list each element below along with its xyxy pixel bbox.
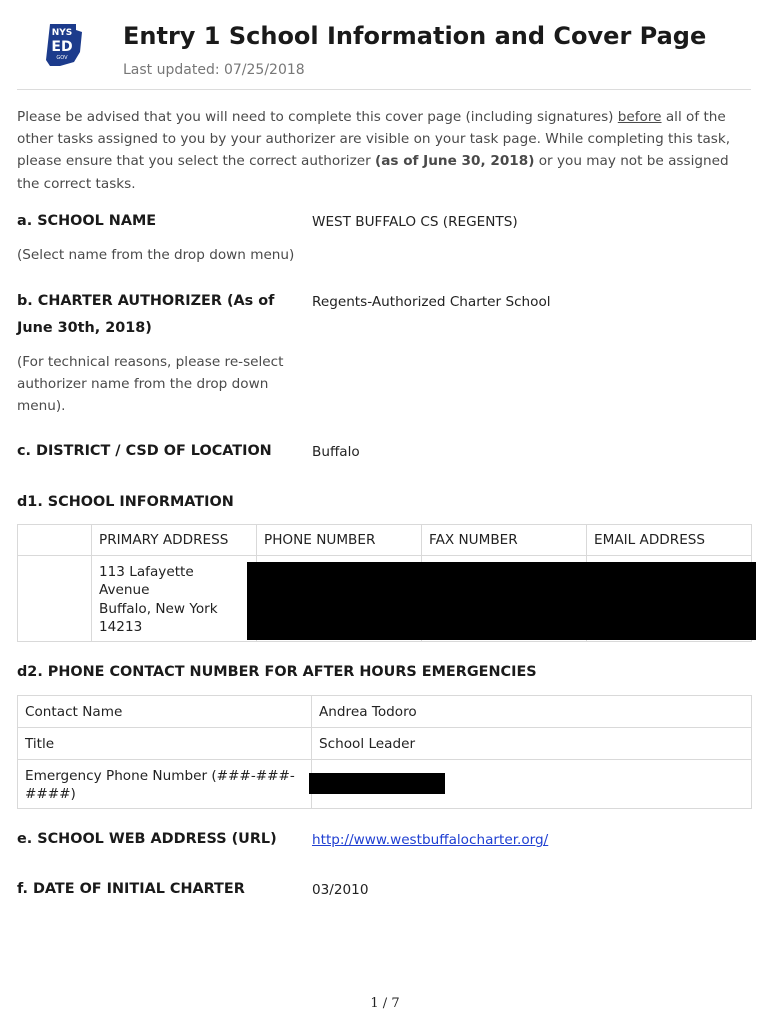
table-row bbox=[18, 696, 752, 728]
district-value: Buffalo bbox=[312, 444, 360, 460]
charter-authorizer-note: (For technical reasons, please re-select authorizer name from the drop down menu). bbox=[17, 354, 284, 414]
emergency-phone-key: Emergency Phone Number (###-###-####) bbox=[18, 760, 312, 809]
district-label: c. DISTRICT / CSD OF LOCATION bbox=[17, 443, 272, 459]
page-title: Entry 1 School Information and Cover Page bbox=[123, 22, 707, 50]
charter-authorizer-value: Regents-Authorized Charter School bbox=[312, 294, 551, 310]
emergency-contact-label: d2. PHONE CONTACT NUMBER FOR AFTER HOURS EMERGENCIES bbox=[17, 664, 537, 680]
initial-charter-value: 03/2010 bbox=[312, 882, 369, 898]
table-row bbox=[18, 728, 752, 760]
phone-number-header: PHONE NUMBER bbox=[257, 525, 422, 556]
table-cell-blank bbox=[18, 556, 92, 642]
table-header-blank bbox=[18, 525, 92, 556]
title-key: Title bbox=[18, 728, 312, 760]
date-emphasis: (as of June 30, 2018) bbox=[374, 153, 535, 170]
contact-name-value: Andrea Todoro bbox=[312, 696, 752, 728]
fax-number-header: FAX NUMBER bbox=[422, 525, 587, 556]
before-emphasis: before bbox=[617, 109, 662, 125]
svg-text:GOV: GOV bbox=[56, 55, 68, 61]
charter-authorizer-label: b. CHARTER AUTHORIZER (As of June 30th, 2018) bbox=[17, 293, 275, 336]
svg-text:ED: ED bbox=[51, 39, 73, 55]
contact-name-key: Contact Name bbox=[18, 696, 312, 728]
intro-paragraph: Please be advised that you will need to complete this cover page (including signatures) before all of the other tasks assigned to you by your authorizer are visible on your task page. While completing this task, please ensure that you select the correct authorizer (as of June 30, 2018) or you may not be assigned the correct tasks. bbox=[17, 109, 731, 192]
title-value: School Leader bbox=[312, 728, 752, 760]
emergency-phone-redaction bbox=[309, 773, 445, 794]
school-name-label: a. SCHOOL NAME bbox=[17, 213, 157, 229]
email-address-header: EMAIL ADDRESS bbox=[587, 525, 752, 556]
web-address-link[interactable]: http://www.westbuffalocharter.org/ bbox=[312, 832, 549, 848]
contact-redaction bbox=[247, 562, 756, 640]
school-info-label: d1. SCHOOL INFORMATION bbox=[17, 494, 234, 510]
primary-address-header: PRIMARY ADDRESS bbox=[92, 525, 257, 556]
web-address-label: e. SCHOOL WEB ADDRESS (URL) bbox=[17, 831, 277, 847]
last-updated: Last updated: 07/25/2018 bbox=[123, 62, 305, 78]
school-name-note: (Select name from the drop down menu) bbox=[17, 247, 295, 263]
school-name-value: WEST BUFFALO CS (REGENTS) bbox=[312, 214, 518, 230]
nysed-logo bbox=[36, 22, 86, 68]
divider bbox=[17, 89, 751, 90]
svg-text:NYS: NYS bbox=[51, 28, 73, 38]
primary-address-cell: 113 Lafayette Avenue Buffalo, New York 14213 bbox=[92, 556, 257, 642]
initial-charter-label: f. DATE OF INITIAL CHARTER bbox=[17, 881, 245, 897]
page-number: 1 / 7 bbox=[370, 996, 400, 1011]
